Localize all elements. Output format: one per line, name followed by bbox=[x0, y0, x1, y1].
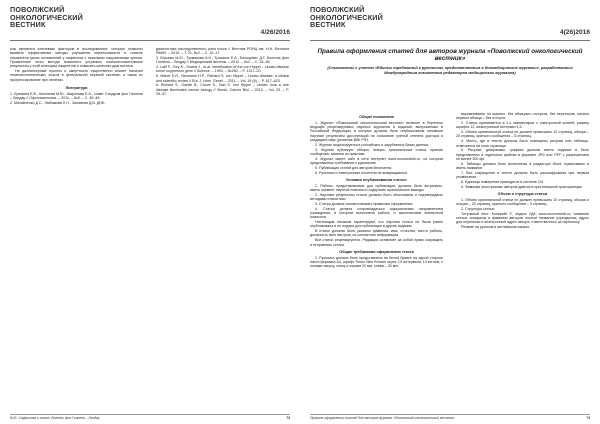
paragraph: выравнивание по ширине, без абзацных отступов, без переносов, начало первого абзаца – без отступа. bbox=[456, 112, 589, 121]
issue-number: 4/26/2016 bbox=[260, 29, 290, 36]
references-list bbox=[10, 92, 143, 105]
paragraph: 9. Фамилии иностранных авторов даются в оригинальной транскрипции. bbox=[461, 184, 583, 189]
column-1 bbox=[10, 47, 143, 106]
footer-running-title: Правила оформления статей для авторов журнала «Поволжский онкологический вестник» bbox=[310, 416, 455, 420]
paragraph: 4. Место, где в тексте должны быть помещены рисунки или таблицы, отмечается на поле страницы. bbox=[456, 139, 589, 148]
paragraph: 5. Рисунки, диаграммы, графики должны иметь подписи и быть представлены в отдельных файлах в формате JPG или TIFF с разрешением не менее 300 dpi. bbox=[456, 148, 589, 161]
column-2 bbox=[456, 112, 589, 230]
journal-title-line: ОНКОЛОГИЧЕСКИЙ bbox=[310, 12, 384, 22]
reference-item: 4. Latif F., Tory K., Gnarra J., et al. Identification of the von Hippel – Lindau disease tumor suppressor gene // Science. – 1993. – №260. – P. 1317–20. bbox=[156, 65, 289, 74]
paragraph: 4. Статья должна сопровождаться официальным направлением учреждения, в котором выполнена работа, и заключением экспертной комиссии. bbox=[310, 206, 443, 220]
reference-item: 3. Юрьева М.Ю., Токмакова А.Н., Трошина Е.А., Бельцевич Д.Г. Болезнь фон Гиппеля – Линдау // Медицинский вестник. – 2012. – №2. – С. 34–36. bbox=[156, 56, 289, 65]
paragraph: 1. Журнал «Поволжский онкологический вестник» включен в Перечень ведущих рецензируемых научных журналов и изданий, выпускаемых в Российской Федерации, в которых должны быть опубликованы основные научные результаты диссертаций на соискание ученой степени доктора и кандидата наук (решение ВАК РФ). bbox=[310, 120, 443, 142]
paragraph: Настоящим письмом гарантируем, что научная статья не была ранее опубликована и не подана для публикации в другие издания. bbox=[310, 220, 443, 229]
page-footer bbox=[310, 414, 590, 421]
article-subtitle: (Составлены с учетом «Единых требований к рукописям, представляемым в биомедицинские журналы», разработанных Международным комитетом редакторов медицинских журналов) bbox=[327, 65, 573, 75]
paragraph: В статье должны быть указаны фамилия, имя, отчество, место работы, должность всех авторов, их контактная информация. bbox=[310, 229, 443, 238]
reference-item: 1. Еремина Е.В., Киселева М.Ю., Шаронова Е.А., соавт. Синдром фон Гиппеля – Линдау // Офтальмология. – 2011. – №6. – С. 45–49. bbox=[10, 92, 143, 101]
column-1 bbox=[310, 112, 443, 269]
reference-item: 2. Михайленко Д.С., Любимова Л.Н., Заливная Д.В. ДНК- bbox=[10, 101, 106, 106]
paragraph: кож являются ключевым фактором в исследованиях, которые позволят выявить эффективные методы улучшения переносимости и снизить показатели риска осложнений у пациентов с тяжелыми нарушениями зрения. Применение этого метода позволило устранить ложноположительные результаты у этой категории пациентов и повысить качество диагностики. bbox=[10, 47, 143, 69]
page-header bbox=[10, 6, 290, 41]
page-number: 74 bbox=[586, 416, 590, 420]
page-number: 73 bbox=[286, 416, 290, 420]
journal-title-line: ПОВОЛЖСКИЙ bbox=[310, 5, 365, 14]
paragraph: Титульный лист: Копирайт ©, индекс УДК; www.oncovestnik.ru; название статьи; инициалы и фамилии авторов; полное название учреждения; адрес для переписки и электронный адрес автора, ответственного за переписку. bbox=[456, 211, 589, 225]
paragraph: 2. Структура статьи: bbox=[461, 206, 495, 211]
paragraph: 2. Статья принимается в 2-х экземплярах с электронной копией, размер шрифта 12, межстрочный интервал 1,5. bbox=[456, 121, 589, 130]
paragraph: Все статьи рецензируются. Редакция оставляет за собой право сокращать и исправлять статьи. bbox=[310, 238, 443, 247]
section-heading: Условия опубликования статьи: bbox=[346, 177, 407, 182]
paragraph: 3. Объем оригинальной статьи не должен превышать 12 страниц, обзора – 20 страниц, краткого сообщения – 5 страниц. bbox=[456, 130, 589, 139]
paragraph: 1. Объем оригинальной статьи не должен превышать 10 страниц, обзора и лекции – 20 страниц, краткого сообщения – 5 страниц. bbox=[456, 197, 589, 207]
page-header bbox=[310, 6, 590, 41]
paragraph: 2. Журнал индексируется в российских и зарубежных базах данных. bbox=[315, 142, 430, 147]
page-footer bbox=[10, 414, 290, 421]
paragraph: 6. Рукописи и электронные носители не возвращаются. bbox=[315, 170, 408, 175]
paragraph: На диспансерный прогноз и смертность существенно влияет наличие гематоиспленических очагов в центральной нервной системе, а также их прогрессирование при лечении. bbox=[10, 68, 143, 82]
journal-title-line: ОНКОЛОГИЧЕСКИЙ bbox=[10, 12, 84, 22]
paragraph: 1. Рукопись должна быть представлена на белой бумаге на одной стороне листа формата А4, шрифт Times New Roman через 1,5 интервала, 14 кеглем, с полями сверху, снизу и справа 20 мм, слева – 30 мм. bbox=[310, 255, 443, 269]
references-heading: Литература bbox=[65, 85, 88, 90]
journal-title bbox=[310, 6, 590, 29]
section-heading: Общие требования оформления текста bbox=[339, 249, 414, 254]
paragraph: 1. Работы, представляемые для публикации, должны быть актуальны, иметь элемент научной новизны и содержать практические выводы. bbox=[310, 183, 443, 192]
paragraph: 3. Журнал публикует обзоры, лекции, оригинальные статьи, краткие сообщения, заметки из практики. bbox=[310, 147, 443, 156]
paragraph: Резюме на русском и английском языках. bbox=[461, 225, 531, 230]
issue-number: 4(26)2016 bbox=[559, 29, 590, 36]
references-list-cont bbox=[156, 47, 289, 96]
paragraph: 7. Все сокращения в тексте должны быть расшифрованы при первом упоминании. bbox=[456, 170, 589, 180]
paragraph: 3. Статья должна соответствовать правилам оформления. bbox=[315, 201, 414, 206]
footer-running-title: Ю.В. Сафронова и соавт. Болезнь фон Гиппеля – Линдау bbox=[10, 416, 100, 420]
paragraph: 6. Таблицы должны быть выполнены в редакторе Word, нумерованы и иметь название. bbox=[456, 161, 589, 171]
section-heading: Общие положения bbox=[359, 115, 394, 119]
paragraph: 4. Журнал имеет сайт в сети интернет www.oncovestnik.ru, на котором представлены требования к рукописям. bbox=[310, 156, 443, 165]
journal-title-line: ВЕСТНИК bbox=[310, 20, 346, 30]
journal-title-line: ВЕСТНИК bbox=[10, 20, 46, 30]
article-title: Правила оформления статей для авторов журнала «Поволжский онкологический вестник» bbox=[317, 48, 583, 62]
paragraph: 5. Публикация статей для авторов бесплатна. bbox=[315, 165, 392, 170]
journal-title-line: ПОВОЛЖСКИЙ bbox=[10, 5, 65, 14]
reference-item: диагностика наследственного рака почки // Вестник РОНЦ им. Н.Н. Блохина РАМН. – 2010. – Т. 21, №2. – С. 10–17. bbox=[156, 47, 289, 56]
reference-item: 5. Maher E.R., Neumann H.P., Richard S. von Hippel – Lindau disease: a clinical and scientific review // Eur. J. Hum. Genet. – 2011. – Vol. 19 (6). – P. 617–623. bbox=[156, 74, 289, 83]
column-2 bbox=[156, 47, 289, 97]
body-columns bbox=[310, 112, 590, 397]
journal-title bbox=[10, 6, 290, 29]
right-page bbox=[300, 0, 600, 424]
paragraph: 8. Единицы измерения приводятся в системе СИ. bbox=[461, 179, 545, 184]
paragraph: 2. Научные результаты статьи должны быть обоснованы и подтверждены методами статистики. bbox=[310, 192, 443, 202]
reference-item: 6. Richard S., Gardie B., Couve S., Gad S. Von Hippel – Lindau: how a rare disease illuminates cancer biology // Semin. Cancer Biol. – 2013. – Vol. 23. – P. 26–37. bbox=[156, 83, 289, 96]
section-heading: Объем и структура статьи bbox=[497, 192, 548, 197]
